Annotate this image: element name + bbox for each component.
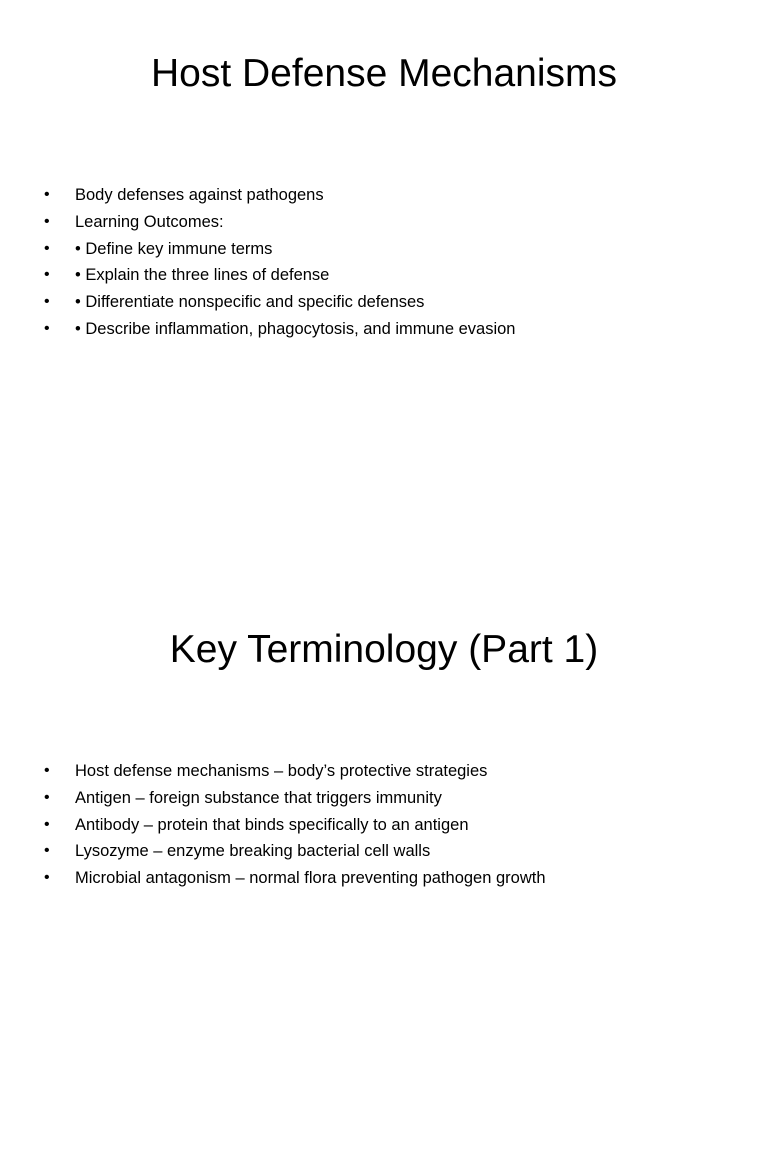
bullet-text: Microbial antagonism – normal flora preventing pathogen growth	[75, 869, 546, 888]
slide-2	[0, 576, 768, 1152]
bullet-item	[44, 316, 516, 343]
bullet-item	[44, 289, 516, 316]
bullet-item	[44, 838, 546, 865]
bullet-icon: •	[44, 266, 50, 284]
bullet-item	[44, 209, 516, 236]
bullet-list	[44, 758, 546, 892]
bullet-text: Body defenses against pathogens	[75, 186, 324, 204]
bullet-text: • Explain the three lines of defense	[75, 266, 330, 285]
bullet-icon: •	[44, 319, 50, 337]
bullet-item	[44, 758, 546, 785]
bullet-item	[44, 785, 546, 812]
bullet-text: Host defense mechanisms – body’s protective strategies	[75, 762, 488, 780]
bullet-icon: •	[44, 815, 50, 833]
bullet-icon: •	[44, 239, 50, 257]
bullet-item	[44, 865, 546, 892]
bullet-item	[44, 182, 516, 209]
slide-title: Key Terminology (Part 1)	[169, 628, 599, 671]
bullet-icon: •	[44, 869, 50, 887]
bullet-item	[44, 812, 546, 839]
bullet-icon: •	[44, 842, 50, 860]
bullet-icon: •	[44, 212, 50, 230]
bullet-list	[44, 182, 516, 343]
bullet-icon: •	[44, 186, 50, 203]
slide-title: Host Defense Mechanisms	[150, 52, 618, 95]
bullet-text: Antigen – foreign substance that triggers immunity	[75, 788, 442, 807]
bullet-text: Learning Outcomes:	[75, 212, 224, 231]
bullet-icon: •	[44, 788, 50, 806]
bullet-item	[44, 262, 516, 289]
bullet-text: • Describe inflammation, phagocytosis, and immune evasion	[75, 319, 516, 338]
bullet-text: Antibody – protein that binds specifically to an antigen	[75, 815, 469, 834]
bullet-text: • Define key immune terms	[75, 239, 273, 258]
bullet-item	[44, 236, 516, 263]
bullet-text: Lysozyme – enzyme breaking bacterial cell walls	[75, 842, 431, 861]
bullet-icon: •	[44, 762, 50, 779]
bullet-text: • Differentiate nonspecific and specific defenses	[75, 293, 425, 312]
bullet-icon: •	[44, 293, 50, 311]
